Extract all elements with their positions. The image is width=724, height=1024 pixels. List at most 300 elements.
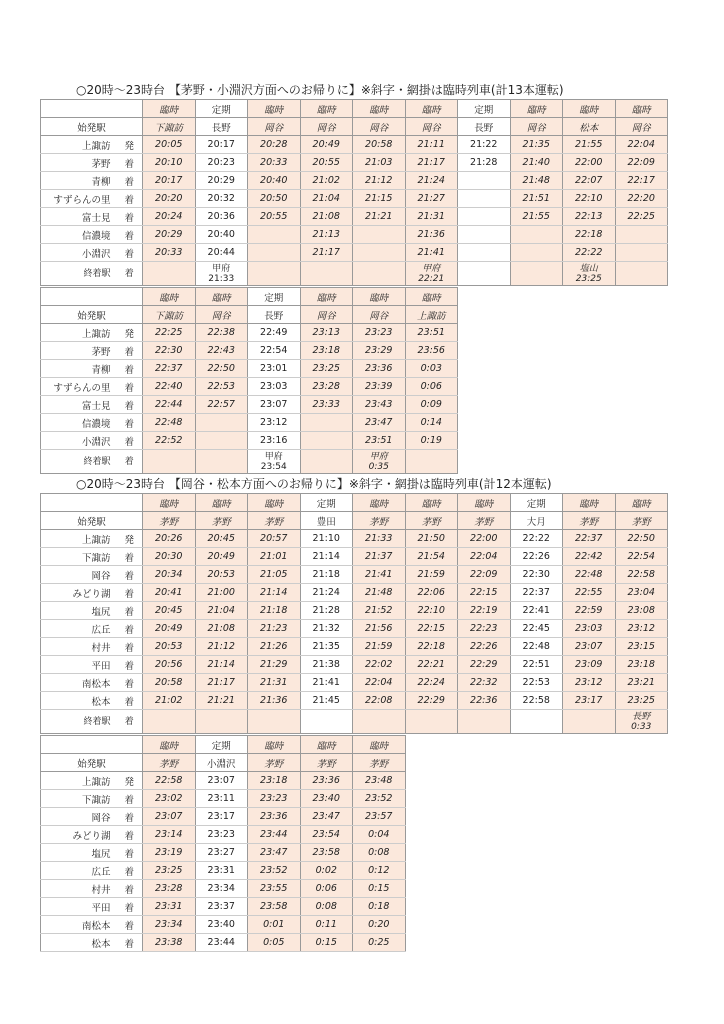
time-cell: 22:17 [615, 172, 668, 190]
dest-cell: 甲府 21:33 [195, 262, 248, 286]
station-name: 茅野 [41, 342, 117, 360]
time-cell: 21:36 [405, 226, 458, 244]
origin-station: 茅野 [248, 512, 301, 530]
timetable-okaya-2 [40, 735, 406, 952]
origin-station: 松本 [563, 118, 616, 136]
section-title-chino: ○20時～23時台 【茅野・小淵沢方面へのお帰りに】※斜字・網掛は臨時列車(計13本運転) [76, 83, 564, 97]
train-type: 臨時 [405, 100, 458, 118]
station-name: みどり湖 [41, 584, 117, 602]
time-cell: 21:45 [300, 692, 353, 710]
time-cell: 22:49 [248, 324, 301, 342]
origin-station: 茅野 [300, 754, 353, 772]
origin-station: 岡谷 [615, 118, 668, 136]
time-cell: 22:53 [195, 378, 248, 396]
time-cell: 20:58 [143, 674, 196, 692]
time-cell: 22:00 [563, 154, 616, 172]
time-cell: 21:38 [300, 656, 353, 674]
train-type: 定期 [458, 100, 511, 118]
time-cell: 22:25 [143, 324, 196, 342]
time-cell: 20:56 [143, 656, 196, 674]
time-cell: 23:36 [353, 360, 406, 378]
train-type: 臨時 [300, 288, 353, 306]
origin-label: 始発駅 [41, 512, 143, 530]
time-cell: 22:45 [510, 620, 563, 638]
time-cell: 22:22 [563, 244, 616, 262]
time-cell: 21:02 [300, 172, 353, 190]
time-cell: 22:22 [510, 530, 563, 548]
station-kind: 着 [117, 208, 143, 226]
time-cell: 23:23 [195, 826, 248, 844]
time-cell: 23:52 [353, 790, 406, 808]
time-cell: 23:12 [248, 414, 301, 432]
time-cell: 22:52 [143, 432, 196, 450]
time-cell: 23:39 [353, 378, 406, 396]
time-cell: 21:36 [248, 692, 301, 710]
time-cell: 21:14 [195, 656, 248, 674]
time-cell: 21:28 [300, 602, 353, 620]
time-cell: 21:08 [300, 208, 353, 226]
time-cell: 22:23 [458, 620, 511, 638]
time-cell [300, 414, 353, 432]
time-cell: 23:25 [300, 360, 353, 378]
time-cell: 21:24 [300, 584, 353, 602]
time-cell: 21:04 [300, 190, 353, 208]
station-kind: 着 [117, 862, 143, 880]
station-name: 松本 [41, 692, 117, 710]
origin-station: 茅野 [615, 512, 668, 530]
time-cell: 23:34 [143, 916, 196, 934]
time-cell: 0:02 [300, 862, 353, 880]
time-cell [458, 226, 511, 244]
time-cell: 0:09 [405, 396, 458, 414]
origin-station: 大月 [510, 512, 563, 530]
time-cell: 23:51 [405, 324, 458, 342]
time-cell: 23:48 [353, 772, 406, 790]
dest-cell [143, 262, 196, 286]
time-cell: 22:37 [510, 584, 563, 602]
station-kind: 着 [117, 808, 143, 826]
time-cell: 20:36 [195, 208, 248, 226]
time-cell: 21:40 [510, 154, 563, 172]
time-cell: 21:15 [353, 190, 406, 208]
station-name: 上諏訪 [41, 772, 117, 790]
time-cell [510, 244, 563, 262]
time-cell: 21:52 [353, 602, 406, 620]
time-cell: 22:09 [458, 566, 511, 584]
time-cell: 22:38 [195, 324, 248, 342]
time-cell: 23:23 [353, 324, 406, 342]
station-kind: 着 [117, 432, 143, 450]
time-cell: 0:04 [353, 826, 406, 844]
time-cell: 22:48 [510, 638, 563, 656]
time-cell: 23:47 [248, 844, 301, 862]
corner-cell [41, 494, 143, 512]
station-name: 塩尻 [41, 844, 117, 862]
time-cell: 22:04 [353, 674, 406, 692]
origin-station: 岡谷 [510, 118, 563, 136]
time-cell: 21:59 [353, 638, 406, 656]
time-cell: 21:28 [458, 154, 511, 172]
dest-cell [143, 450, 196, 474]
time-cell: 20:40 [248, 172, 301, 190]
time-cell: 22:10 [405, 602, 458, 620]
time-cell: 22:44 [143, 396, 196, 414]
dest-cell: 甲府 22:21 [405, 262, 458, 286]
time-cell: 23:14 [143, 826, 196, 844]
time-cell: 22:04 [615, 136, 668, 154]
time-cell: 21:33 [353, 530, 406, 548]
time-cell: 22:37 [143, 360, 196, 378]
time-cell: 21:35 [300, 638, 353, 656]
time-cell: 22:18 [405, 638, 458, 656]
time-cell: 22:37 [563, 530, 616, 548]
station-kind: 着 [117, 566, 143, 584]
time-cell: 21:59 [405, 566, 458, 584]
timetable-okaya-1 [40, 493, 668, 734]
time-cell: 20:29 [143, 226, 196, 244]
origin-station: 小淵沢 [195, 754, 248, 772]
time-cell: 20:05 [143, 136, 196, 154]
time-cell: 20:40 [195, 226, 248, 244]
time-cell: 22:00 [458, 530, 511, 548]
timetable-chino-1 [40, 99, 668, 286]
time-cell: 23:54 [300, 826, 353, 844]
time-cell: 20:44 [195, 244, 248, 262]
station-name: 広丘 [41, 620, 117, 638]
time-cell: 21:48 [353, 584, 406, 602]
time-cell: 20:17 [195, 136, 248, 154]
time-cell: 22:57 [195, 396, 248, 414]
time-cell: 22:26 [510, 548, 563, 566]
time-cell: 21:54 [405, 548, 458, 566]
time-cell: 20:55 [300, 154, 353, 172]
station-kind: 着 [117, 656, 143, 674]
time-cell: 21:04 [195, 602, 248, 620]
train-type: 臨時 [405, 288, 458, 306]
dest-kind: 着 [117, 262, 143, 286]
time-cell: 23:31 [143, 898, 196, 916]
station-name: 茅野 [41, 154, 117, 172]
time-cell: 20:32 [195, 190, 248, 208]
time-cell: 21:29 [248, 656, 301, 674]
time-cell: 20:49 [143, 620, 196, 638]
time-cell: 22:53 [510, 674, 563, 692]
origin-station: 岡谷 [195, 306, 248, 324]
train-type: 定期 [510, 494, 563, 512]
train-type: 臨時 [458, 494, 511, 512]
time-cell: 23:29 [353, 342, 406, 360]
time-cell: 23:16 [248, 432, 301, 450]
time-cell: 21:02 [143, 692, 196, 710]
time-cell: 23:12 [615, 620, 668, 638]
time-cell: 23:03 [248, 378, 301, 396]
station-kind: 着 [117, 790, 143, 808]
time-cell: 22:43 [195, 342, 248, 360]
train-type: 臨時 [353, 288, 406, 306]
station-name: 富士見 [41, 208, 117, 226]
time-cell: 0:19 [405, 432, 458, 450]
time-cell: 21:14 [300, 548, 353, 566]
dest-cell [510, 262, 563, 286]
time-cell: 20:17 [143, 172, 196, 190]
time-cell: 20:53 [143, 638, 196, 656]
time-cell: 22:10 [563, 190, 616, 208]
train-type: 臨時 [248, 100, 301, 118]
time-cell: 20:10 [143, 154, 196, 172]
time-cell: 21:55 [563, 136, 616, 154]
time-cell: 21:37 [353, 548, 406, 566]
origin-station: 岡谷 [353, 118, 406, 136]
time-cell: 21:18 [300, 566, 353, 584]
origin-station: 茅野 [458, 512, 511, 530]
time-cell: 0:03 [405, 360, 458, 378]
time-cell: 23:44 [195, 934, 248, 952]
time-cell: 0:18 [353, 898, 406, 916]
time-cell: 23:18 [300, 342, 353, 360]
station-kind: 発 [117, 324, 143, 342]
station-kind: 着 [117, 916, 143, 934]
time-cell: 23:36 [300, 772, 353, 790]
station-name: 青柳 [41, 172, 117, 190]
station-kind: 着 [117, 226, 143, 244]
station-name: 下諏訪 [41, 790, 117, 808]
time-cell: 22:40 [143, 378, 196, 396]
station-name: 広丘 [41, 862, 117, 880]
time-cell: 22:55 [563, 584, 616, 602]
time-cell: 20:23 [195, 154, 248, 172]
section-title-okaya: ○20時～23時台 【岡谷・松本方面へのお帰りに】※斜字・網掛は臨時列車(計12本運転) [76, 477, 552, 491]
station-kind: 着 [117, 396, 143, 414]
time-cell: 21:17 [300, 244, 353, 262]
station-name: 南松本 [41, 674, 117, 692]
dest-cell: 甲府 0:35 [353, 450, 406, 474]
time-cell: 23:21 [615, 674, 668, 692]
time-cell: 21:01 [248, 548, 301, 566]
time-cell: 20:26 [143, 530, 196, 548]
station-kind: 着 [117, 602, 143, 620]
station-name: 上諏訪 [41, 136, 117, 154]
time-cell: 22:08 [353, 692, 406, 710]
dest-label: 終着駅 [41, 450, 117, 474]
station-kind: 着 [117, 378, 143, 396]
time-cell: 22:48 [143, 414, 196, 432]
time-cell: 22:59 [563, 602, 616, 620]
station-kind: 着 [117, 934, 143, 952]
dest-cell [300, 710, 353, 734]
train-type: 臨時 [353, 736, 406, 754]
time-cell: 23:23 [248, 790, 301, 808]
time-cell: 20:45 [143, 602, 196, 620]
time-cell: 21:11 [405, 136, 458, 154]
station-kind: 着 [117, 190, 143, 208]
time-cell: 23:25 [615, 692, 668, 710]
time-cell: 23:11 [195, 790, 248, 808]
time-cell: 21:12 [353, 172, 406, 190]
origin-label: 始発駅 [41, 754, 143, 772]
time-cell: 22:42 [563, 548, 616, 566]
time-cell: 23:19 [143, 844, 196, 862]
time-cell: 21:48 [510, 172, 563, 190]
train-type: 臨時 [563, 100, 616, 118]
station-kind: 着 [117, 620, 143, 638]
time-cell: 22:32 [458, 674, 511, 692]
time-cell [353, 244, 406, 262]
train-type: 臨時 [300, 736, 353, 754]
time-cell: 21:56 [353, 620, 406, 638]
time-cell [615, 226, 668, 244]
time-cell: 22:15 [405, 620, 458, 638]
time-cell: 23:55 [248, 880, 301, 898]
time-cell: 22:58 [143, 772, 196, 790]
station-name: 小淵沢 [41, 244, 117, 262]
time-cell: 23:25 [143, 862, 196, 880]
time-cell [458, 208, 511, 226]
train-type: 定期 [248, 288, 301, 306]
time-cell: 23:37 [195, 898, 248, 916]
station-kind: 着 [117, 342, 143, 360]
time-cell: 23:09 [563, 656, 616, 674]
time-cell: 23:07 [248, 396, 301, 414]
dest-kind: 着 [117, 710, 143, 734]
station-name: 松本 [41, 934, 117, 952]
time-cell: 20:50 [248, 190, 301, 208]
time-cell: 22:36 [458, 692, 511, 710]
train-type: 定期 [195, 100, 248, 118]
time-cell: 23:31 [195, 862, 248, 880]
time-cell: 23:08 [615, 602, 668, 620]
dest-cell: 甲府 23:54 [248, 450, 301, 474]
dest-cell [405, 450, 458, 474]
time-cell: 20:45 [195, 530, 248, 548]
time-cell: 22:13 [563, 208, 616, 226]
station-name: 南松本 [41, 916, 117, 934]
time-cell: 20:57 [248, 530, 301, 548]
time-cell: 22:06 [405, 584, 458, 602]
dest-cell [353, 262, 406, 286]
time-cell [458, 190, 511, 208]
train-type: 臨時 [143, 494, 196, 512]
train-type: 臨時 [248, 736, 301, 754]
origin-station: 茅野 [405, 512, 458, 530]
time-cell: 20:49 [300, 136, 353, 154]
time-cell: 20:33 [248, 154, 301, 172]
time-cell: 0:05 [248, 934, 301, 952]
train-type: 定期 [195, 736, 248, 754]
station-kind: 着 [117, 154, 143, 172]
time-cell [248, 244, 301, 262]
time-cell: 0:11 [300, 916, 353, 934]
station-name: すずらんの里 [41, 190, 117, 208]
train-type: 臨時 [195, 494, 248, 512]
dest-cell: 塩山 23:25 [563, 262, 616, 286]
time-cell: 23:12 [563, 674, 616, 692]
time-cell: 21:08 [195, 620, 248, 638]
time-cell: 23:51 [353, 432, 406, 450]
station-kind: 着 [117, 674, 143, 692]
time-cell: 0:15 [300, 934, 353, 952]
origin-station: 豊田 [300, 512, 353, 530]
time-cell: 21:51 [510, 190, 563, 208]
time-cell: 21:41 [353, 566, 406, 584]
station-kind: 着 [117, 584, 143, 602]
train-type: 定期 [300, 494, 353, 512]
corner-cell [41, 736, 143, 754]
corner-cell [41, 100, 143, 118]
time-cell: 21:32 [300, 620, 353, 638]
time-cell: 21:13 [300, 226, 353, 244]
train-type: 臨時 [143, 288, 196, 306]
time-cell: 20:55 [248, 208, 301, 226]
time-cell: 22:54 [615, 548, 668, 566]
time-cell: 22:19 [458, 602, 511, 620]
dest-label: 終着駅 [41, 262, 117, 286]
time-cell: 20:58 [353, 136, 406, 154]
time-cell: 22:58 [615, 566, 668, 584]
origin-station: 茅野 [195, 512, 248, 530]
time-cell: 22:41 [510, 602, 563, 620]
time-cell: 22:29 [458, 656, 511, 674]
station-name: 信濃境 [41, 414, 117, 432]
time-cell: 23:38 [143, 934, 196, 952]
origin-station: 岡谷 [248, 118, 301, 136]
train-type: 臨時 [143, 100, 196, 118]
origin-station: 下諏訪 [143, 118, 196, 136]
origin-station: 茅野 [353, 512, 406, 530]
station-kind: 発 [117, 530, 143, 548]
time-cell: 23:52 [248, 862, 301, 880]
station-name: 岡谷 [41, 808, 117, 826]
time-cell: 22:54 [248, 342, 301, 360]
time-cell: 21:50 [405, 530, 458, 548]
time-cell: 21:35 [510, 136, 563, 154]
station-name: 岡谷 [41, 566, 117, 584]
time-cell: 22:25 [615, 208, 668, 226]
time-cell: 21:10 [300, 530, 353, 548]
origin-station: 岡谷 [405, 118, 458, 136]
time-cell: 21:17 [195, 674, 248, 692]
time-cell: 23:27 [195, 844, 248, 862]
station-name: 上諏訪 [41, 530, 117, 548]
dest-cell [405, 710, 458, 734]
time-cell: 21:41 [405, 244, 458, 262]
time-cell: 23:43 [353, 396, 406, 414]
origin-station: 長野 [248, 306, 301, 324]
time-cell: 23:36 [248, 808, 301, 826]
dest-cell [195, 710, 248, 734]
time-cell: 23:40 [300, 790, 353, 808]
time-cell [353, 226, 406, 244]
train-type: 臨時 [143, 736, 196, 754]
time-cell: 23:34 [195, 880, 248, 898]
time-cell [510, 226, 563, 244]
time-cell: 0:08 [300, 898, 353, 916]
origin-station: 長野 [458, 118, 511, 136]
time-cell: 20:34 [143, 566, 196, 584]
station-name: 塩尻 [41, 602, 117, 620]
time-cell: 21:03 [353, 154, 406, 172]
time-cell: 23:13 [300, 324, 353, 342]
station-kind: 着 [117, 826, 143, 844]
time-cell [195, 414, 248, 432]
time-cell: 20:29 [195, 172, 248, 190]
origin-station: 上諏訪 [405, 306, 458, 324]
time-cell: 21:14 [248, 584, 301, 602]
time-cell: 22:07 [563, 172, 616, 190]
train-type: 臨時 [248, 494, 301, 512]
time-cell: 21:21 [195, 692, 248, 710]
time-cell: 22:21 [405, 656, 458, 674]
time-cell: 23:40 [195, 916, 248, 934]
